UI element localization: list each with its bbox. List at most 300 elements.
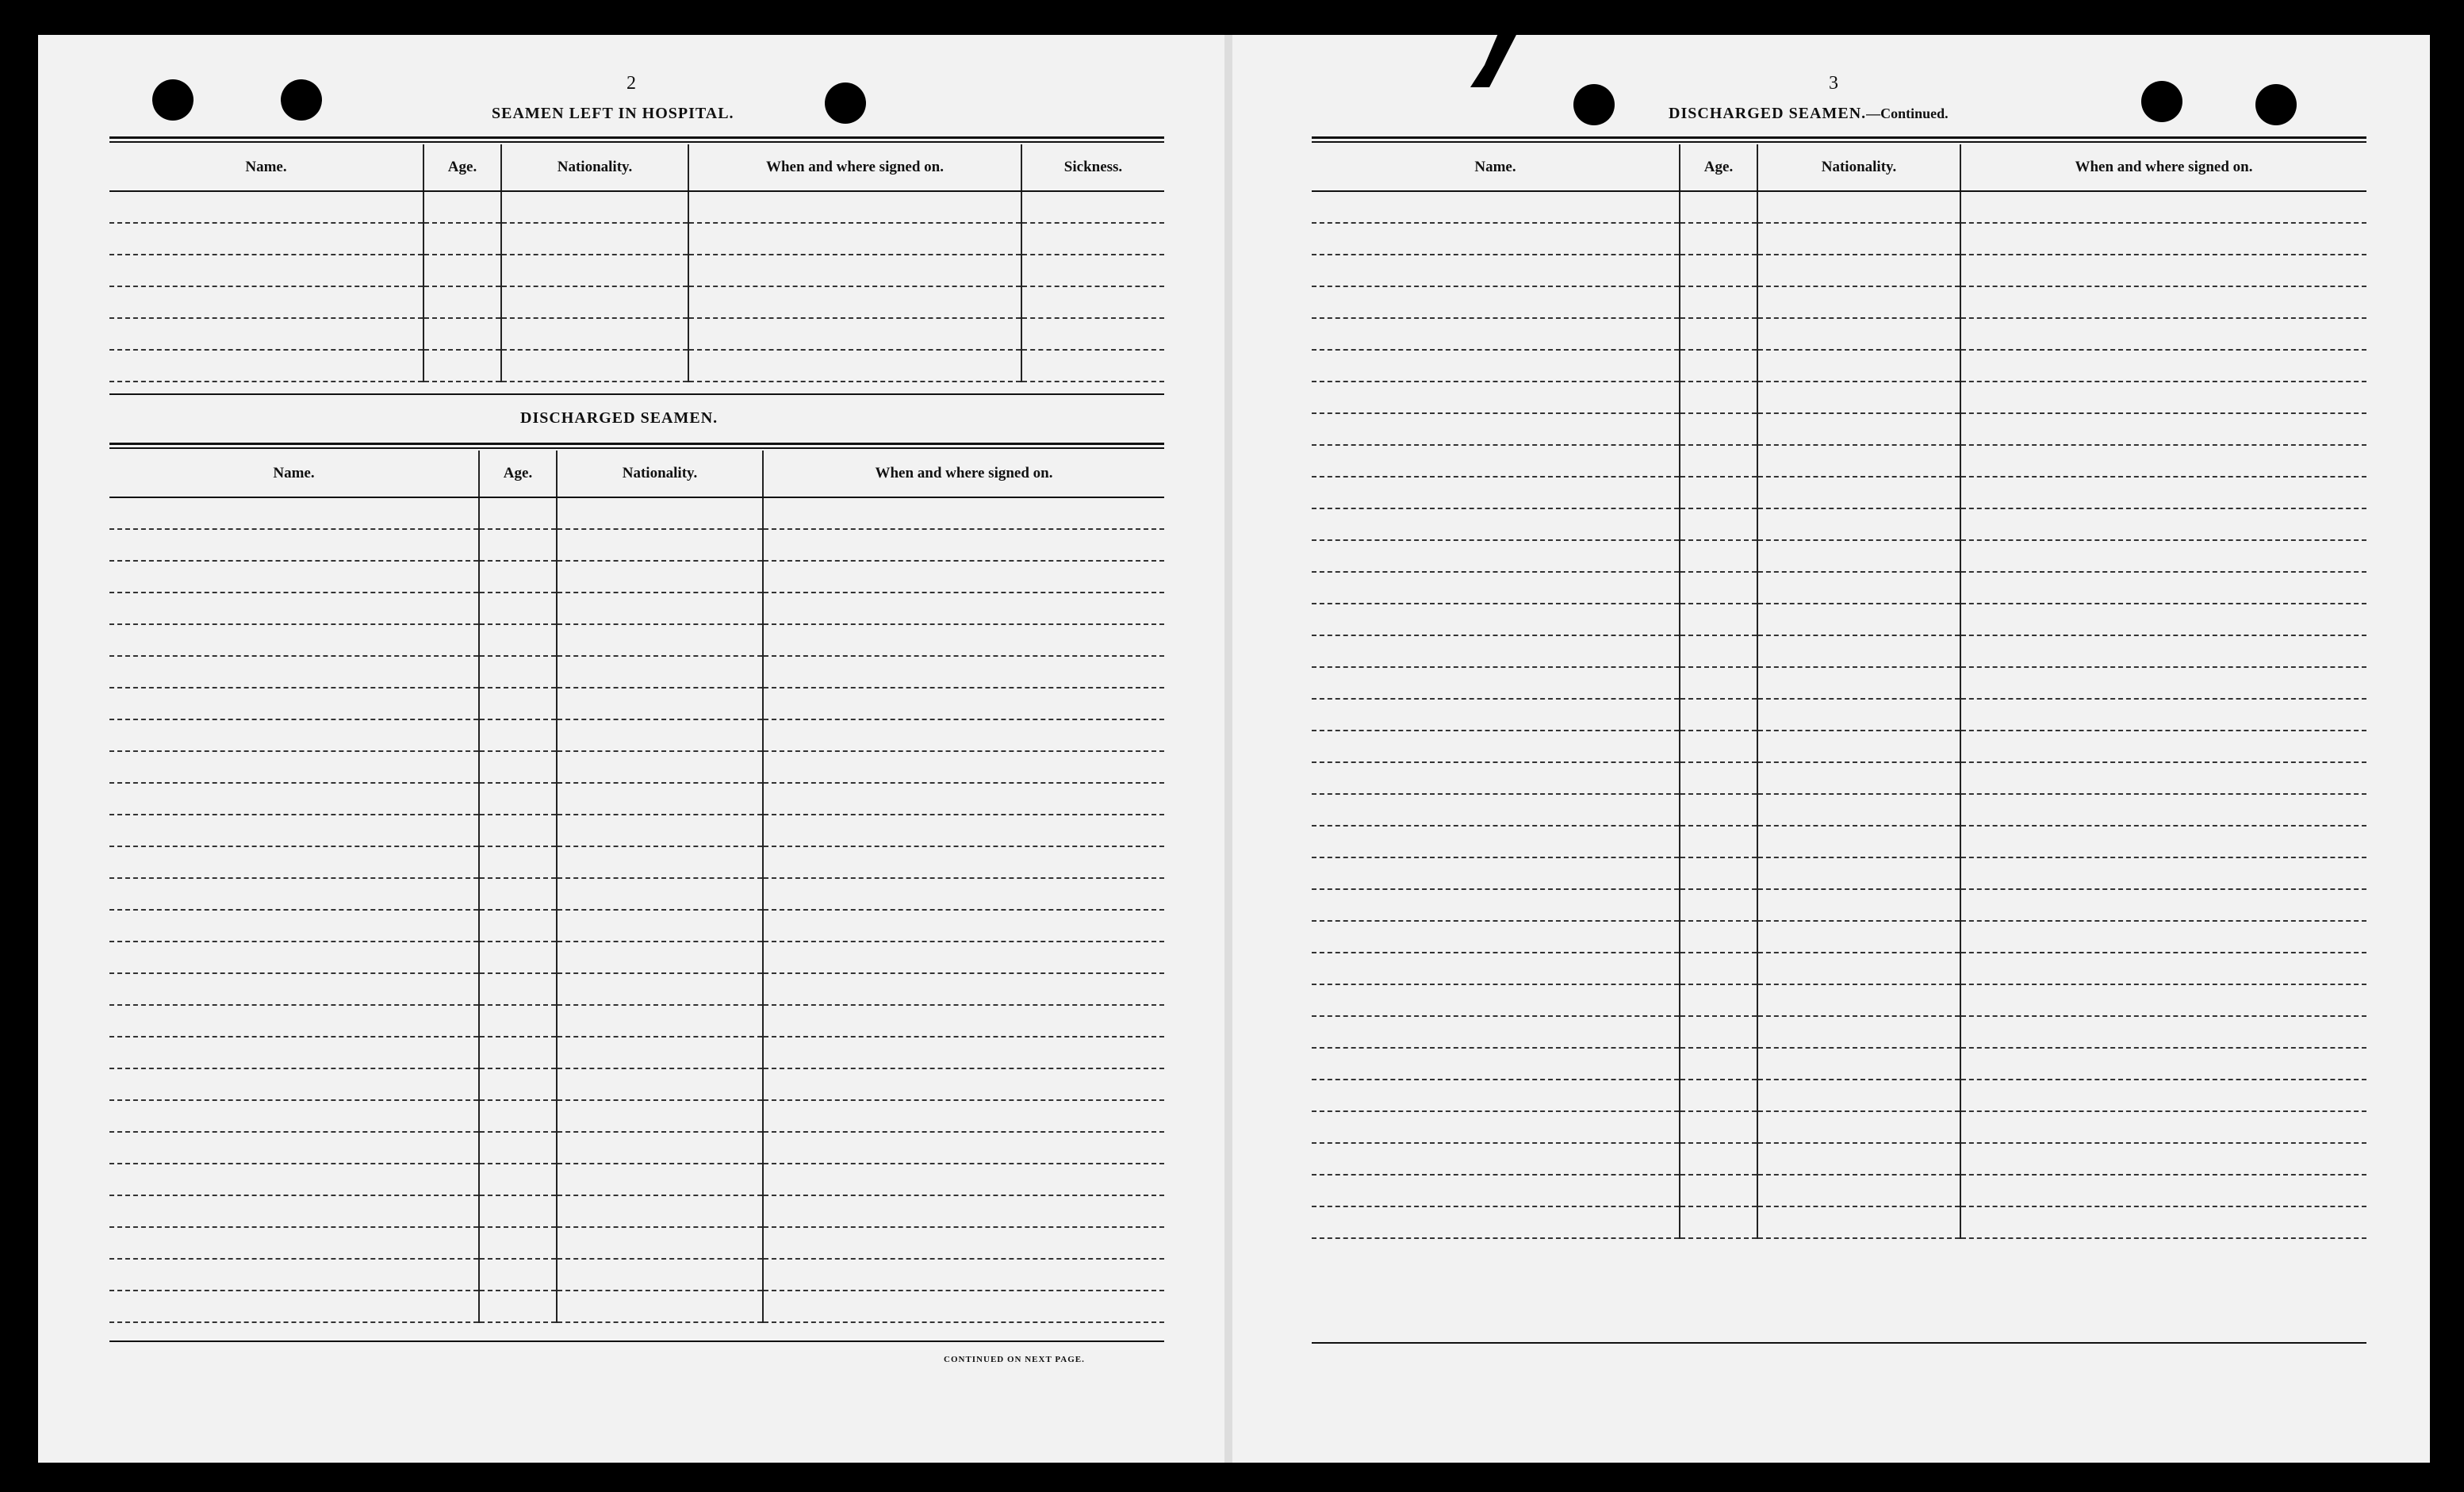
- table-row: [109, 1005, 1164, 1037]
- table-cell: [1680, 1016, 1757, 1048]
- table-cell: [1680, 889, 1757, 921]
- table-row: [1312, 572, 2366, 604]
- table-cell: [557, 688, 763, 719]
- table-row: [1312, 635, 2366, 667]
- table-cell: [109, 1227, 479, 1259]
- table-cell: [479, 624, 557, 656]
- table-cell: [557, 910, 763, 942]
- table-cell: [109, 497, 479, 529]
- table-row: [1312, 1143, 2366, 1175]
- right-header-row: [1312, 144, 2366, 191]
- table-cell: [1757, 1111, 1960, 1143]
- table-row: [109, 1068, 1164, 1100]
- table-cell: [1960, 445, 2366, 477]
- table-cell: [109, 1164, 479, 1195]
- table-cell: [1757, 382, 1960, 413]
- table-row: [1312, 984, 2366, 1016]
- table-cell: [479, 1291, 557, 1322]
- table-cell: [557, 561, 763, 593]
- table-cell: [1312, 731, 1680, 762]
- table-cell: [1960, 382, 2366, 413]
- table-cell: [109, 1068, 479, 1100]
- table-cell: [763, 910, 1164, 942]
- table-cell: [1960, 1111, 2366, 1143]
- table-row: [1312, 731, 2366, 762]
- table-row: [109, 255, 1164, 286]
- table-cell: [479, 751, 557, 783]
- table-cell: [1312, 1048, 1680, 1080]
- table-cell: [1312, 1206, 1680, 1238]
- table-cell: [1757, 635, 1960, 667]
- table-cell: [1680, 445, 1757, 477]
- table-cell: [1757, 1016, 1960, 1048]
- table-cell: [423, 255, 501, 286]
- table-row: [1312, 826, 2366, 857]
- table-cell: [423, 318, 501, 350]
- table-cell: [1960, 699, 2366, 731]
- table-cell: [1680, 984, 1757, 1016]
- table-cell: [109, 719, 479, 751]
- table-cell: [1312, 699, 1680, 731]
- table-cell: [479, 783, 557, 815]
- section-rule: [109, 393, 1164, 395]
- title-main: DISCHARGED SEAMEN.: [1669, 105, 1867, 122]
- table-row: [109, 846, 1164, 878]
- table-cell: [1312, 540, 1680, 572]
- table-cell: [557, 751, 763, 783]
- table-cell: [1312, 1080, 1680, 1111]
- table-cell: [109, 973, 479, 1005]
- table-cell: [1960, 477, 2366, 508]
- table-cell: [557, 1291, 763, 1322]
- table-cell: [1757, 921, 1960, 953]
- table-cell: [557, 593, 763, 624]
- table-cell: [479, 1005, 557, 1037]
- table-cell: [479, 1195, 557, 1227]
- table-cell: [1312, 350, 1680, 382]
- table-row: [1312, 382, 2366, 413]
- table-cell: [1757, 255, 1960, 286]
- table-cell: [557, 656, 763, 688]
- table-cell: [1757, 826, 1960, 857]
- table-cell: [109, 1291, 479, 1322]
- table-cell: [1960, 857, 2366, 889]
- table-row: [109, 815, 1164, 846]
- table-cell: [763, 751, 1164, 783]
- table-cell: [1312, 1175, 1680, 1206]
- table-cell: [1757, 731, 1960, 762]
- discharged-table: [109, 451, 1164, 1323]
- table-row: [1312, 445, 2366, 477]
- column-header-age: Age.: [1680, 144, 1757, 191]
- table-cell: [1960, 1016, 2366, 1048]
- table-cell: [1960, 635, 2366, 667]
- table-cell: [1021, 318, 1164, 350]
- table-cell: [557, 942, 763, 973]
- table-cell: [557, 783, 763, 815]
- top-rule-thin: [1312, 141, 2366, 143]
- table-cell: [688, 223, 1021, 255]
- discharged-section-title: DISCHARGED SEAMEN.: [520, 409, 719, 427]
- table-cell: [109, 1005, 479, 1037]
- page-number: 2: [627, 73, 636, 94]
- table-cell: [557, 1227, 763, 1259]
- hospital-header-row: [109, 144, 1164, 191]
- table-row: [1312, 318, 2366, 350]
- table-cell: [1021, 255, 1164, 286]
- table-cell: [1960, 191, 2366, 223]
- table-cell: [479, 656, 557, 688]
- table-cell: [1680, 762, 1757, 794]
- page-number: 3: [1829, 73, 1838, 94]
- table-cell: [109, 1132, 479, 1164]
- table-row: [109, 1037, 1164, 1068]
- table-cell: [557, 1005, 763, 1037]
- punch-hole: [825, 82, 866, 124]
- table-cell: [763, 1164, 1164, 1195]
- table-row: [109, 1291, 1164, 1322]
- table-cell: [688, 318, 1021, 350]
- table-cell: [1757, 699, 1960, 731]
- table-cell: [1680, 794, 1757, 826]
- table-cell: [557, 1259, 763, 1291]
- discharged-continued-table: [1312, 144, 2366, 1239]
- table-cell: [1680, 540, 1757, 572]
- hospital-section-title: SEAMEN LEFT IN HOSPITAL.: [492, 105, 734, 122]
- table-cell: [557, 878, 763, 910]
- table-cell: [1312, 191, 1680, 223]
- table-cell: [557, 719, 763, 751]
- table-cell: [1680, 731, 1757, 762]
- table-cell: [423, 223, 501, 255]
- table-cell: [1960, 540, 2366, 572]
- table-cell: [1757, 1143, 1960, 1175]
- table-cell: [1680, 477, 1757, 508]
- table-cell: [1680, 1111, 1757, 1143]
- table-cell: [1680, 350, 1757, 382]
- table-cell: [1960, 921, 2366, 953]
- table-cell: [1312, 635, 1680, 667]
- table-cell: [1757, 857, 1960, 889]
- table-cell: [557, 497, 763, 529]
- table-cell: [557, 624, 763, 656]
- table-row: [109, 191, 1164, 223]
- table-row: [109, 497, 1164, 529]
- table-cell: [1960, 350, 2366, 382]
- table-cell: [1960, 604, 2366, 635]
- table-cell: [1312, 572, 1680, 604]
- hospital-table: [109, 144, 1164, 382]
- punch-hole: [2141, 81, 2182, 122]
- table-cell: [479, 910, 557, 942]
- table-cell: [501, 318, 688, 350]
- table-cell: [1757, 413, 1960, 445]
- table-cell: [763, 1259, 1164, 1291]
- table-cell: [1960, 1080, 2366, 1111]
- table-cell: [763, 1005, 1164, 1037]
- column-header-nationality: Nationality.: [501, 144, 688, 191]
- table-cell: [1680, 1143, 1757, 1175]
- table-cell: [1960, 1206, 2366, 1238]
- table-cell: [1680, 604, 1757, 635]
- table-cell: [1757, 223, 1960, 255]
- table-cell: [501, 350, 688, 382]
- column-header-signed-on: When and where signed on.: [1960, 144, 2366, 191]
- table-row: [1312, 191, 2366, 223]
- table-cell: [1680, 667, 1757, 699]
- table-row: [109, 688, 1164, 719]
- table-cell: [763, 1100, 1164, 1132]
- table-cell: [1312, 889, 1680, 921]
- table-cell: [109, 942, 479, 973]
- table-cell: [1960, 1143, 2366, 1175]
- table-cell: [1312, 794, 1680, 826]
- table-cell: [1960, 318, 2366, 350]
- table-cell: [423, 286, 501, 318]
- table-cell: [1680, 1048, 1757, 1080]
- table-row: [109, 593, 1164, 624]
- table-row: [109, 561, 1164, 593]
- table-row: [109, 624, 1164, 656]
- table-cell: [763, 656, 1164, 688]
- table-row: [109, 783, 1164, 815]
- table-row: [1312, 857, 2366, 889]
- table-cell: [763, 1068, 1164, 1100]
- table-cell: [1757, 191, 1960, 223]
- table-row: [1312, 1016, 2366, 1048]
- table-cell: [1960, 794, 2366, 826]
- column-header-nationality: Nationality.: [557, 451, 763, 497]
- table-cell: [109, 350, 423, 382]
- table-cell: [1960, 413, 2366, 445]
- table-cell: [1312, 953, 1680, 984]
- top-rule: [109, 136, 1164, 139]
- table-cell: [109, 1037, 479, 1068]
- continued-note: CONTINUED ON NEXT PAGE.: [944, 1355, 1085, 1364]
- table-cell: [109, 286, 423, 318]
- table-cell: [1757, 445, 1960, 477]
- table-cell: [109, 688, 479, 719]
- table-cell: [1680, 953, 1757, 984]
- page-gutter: [1224, 35, 1232, 1463]
- table-cell: [109, 1259, 479, 1291]
- table-cell: [109, 318, 423, 350]
- table-row: [109, 286, 1164, 318]
- table-row: [109, 656, 1164, 688]
- table-row: [109, 1227, 1164, 1259]
- table-cell: [557, 1164, 763, 1195]
- table-cell: [1680, 699, 1757, 731]
- table-cell: [1757, 350, 1960, 382]
- table-cell: [763, 1037, 1164, 1068]
- table-cell: [1960, 223, 2366, 255]
- table-cell: [1021, 350, 1164, 382]
- table-cell: [557, 1195, 763, 1227]
- table-row: [1312, 286, 2366, 318]
- table-cell: [109, 910, 479, 942]
- table-cell: [1757, 477, 1960, 508]
- table-row: [109, 1195, 1164, 1227]
- table-cell: [763, 783, 1164, 815]
- table-cell: [1757, 794, 1960, 826]
- column-header-age: Age.: [479, 451, 557, 497]
- table-cell: [1757, 318, 1960, 350]
- punch-hole: [2255, 84, 2297, 125]
- table-cell: [109, 561, 479, 593]
- table-cell: [557, 1037, 763, 1068]
- table-cell: [1312, 413, 1680, 445]
- table-row: [109, 751, 1164, 783]
- table-cell: [109, 255, 423, 286]
- table-cell: [1680, 191, 1757, 223]
- punch-hole: [152, 79, 194, 121]
- table-cell: [1680, 382, 1757, 413]
- left-page: [38, 35, 1224, 1463]
- table-cell: [109, 815, 479, 846]
- table-row: [1312, 255, 2366, 286]
- top-rule: [1312, 136, 2366, 139]
- table-cell: [1757, 508, 1960, 540]
- table-cell: [763, 497, 1164, 529]
- table-cell: [1021, 223, 1164, 255]
- table-row: [109, 318, 1164, 350]
- table-cell: [1680, 223, 1757, 255]
- table-cell: [1680, 286, 1757, 318]
- table-cell: [1757, 286, 1960, 318]
- table-cell: [763, 1132, 1164, 1164]
- table-cell: [688, 350, 1021, 382]
- table-row: [109, 878, 1164, 910]
- table-cell: [109, 846, 479, 878]
- table-cell: [1312, 1143, 1680, 1175]
- table-cell: [763, 1195, 1164, 1227]
- table-cell: [1021, 191, 1164, 223]
- table-cell: [763, 688, 1164, 719]
- table-cell: [688, 286, 1021, 318]
- table-cell: [763, 561, 1164, 593]
- table-cell: [763, 846, 1164, 878]
- table-row: [109, 719, 1164, 751]
- top-rule-thin: [109, 141, 1164, 143]
- table-row: [109, 350, 1164, 382]
- table-cell: [1312, 318, 1680, 350]
- table-row: [109, 1100, 1164, 1132]
- table-cell: [479, 529, 557, 561]
- table-cell: [1312, 1111, 1680, 1143]
- table-cell: [479, 1068, 557, 1100]
- table-cell: [1680, 826, 1757, 857]
- section-rule-thin: [109, 447, 1164, 449]
- table-cell: [501, 191, 688, 223]
- table-cell: [1021, 286, 1164, 318]
- table-cell: [1312, 255, 1680, 286]
- table-row: [1312, 953, 2366, 984]
- table-cell: [1680, 1175, 1757, 1206]
- table-row: [1312, 794, 2366, 826]
- table-row: [1312, 921, 2366, 953]
- table-cell: [1757, 762, 1960, 794]
- table-row: [109, 1259, 1164, 1291]
- table-row: [109, 910, 1164, 942]
- table-cell: [1680, 572, 1757, 604]
- table-cell: [1960, 1175, 2366, 1206]
- table-row: [1312, 1206, 2366, 1238]
- table-cell: [1960, 984, 2366, 1016]
- table-row: [109, 1164, 1164, 1195]
- table-cell: [109, 878, 479, 910]
- table-cell: [1757, 604, 1960, 635]
- table-cell: [1312, 223, 1680, 255]
- table-cell: [109, 191, 423, 223]
- table-cell: [1680, 1206, 1757, 1238]
- table-cell: [479, 719, 557, 751]
- table-cell: [1757, 1048, 1960, 1080]
- table-row: [109, 529, 1164, 561]
- table-cell: [1757, 1080, 1960, 1111]
- table-cell: [557, 1100, 763, 1132]
- table-cell: [688, 255, 1021, 286]
- table-cell: [1960, 508, 2366, 540]
- table-cell: [1680, 508, 1757, 540]
- right-page: [1232, 35, 2430, 1463]
- table-cell: [1680, 921, 1757, 953]
- table-cell: [479, 561, 557, 593]
- table-cell: [763, 973, 1164, 1005]
- table-cell: [109, 529, 479, 561]
- table-row: [1312, 667, 2366, 699]
- table-cell: [479, 688, 557, 719]
- table-row: [1312, 1175, 2366, 1206]
- table-cell: [1757, 953, 1960, 984]
- table-cell: [501, 223, 688, 255]
- table-row: [1312, 1111, 2366, 1143]
- table-cell: [1960, 762, 2366, 794]
- table-cell: [1960, 572, 2366, 604]
- table-row: [109, 942, 1164, 973]
- table-cell: [1960, 667, 2366, 699]
- table-cell: [1757, 667, 1960, 699]
- table-row: [1312, 889, 2366, 921]
- table-cell: [109, 624, 479, 656]
- title-continued: —Continued.: [1866, 105, 1949, 121]
- table-cell: [1757, 1175, 1960, 1206]
- table-row: [1312, 699, 2366, 731]
- table-cell: [763, 942, 1164, 973]
- table-cell: [557, 815, 763, 846]
- table-cell: [1960, 731, 2366, 762]
- discharged-continued-title: [1669, 105, 1949, 123]
- table-cell: [109, 1195, 479, 1227]
- table-cell: [1680, 413, 1757, 445]
- column-header-sickness: Sickness.: [1021, 144, 1164, 191]
- table-cell: [1757, 1206, 1960, 1238]
- table-cell: [763, 593, 1164, 624]
- table-cell: [1312, 826, 1680, 857]
- table-cell: [763, 1227, 1164, 1259]
- table-cell: [1960, 1048, 2366, 1080]
- table-row: [1312, 762, 2366, 794]
- punch-hole: [281, 79, 322, 121]
- table-cell: [479, 846, 557, 878]
- table-cell: [763, 719, 1164, 751]
- table-cell: [1312, 984, 1680, 1016]
- table-cell: [479, 1037, 557, 1068]
- table-cell: [1680, 857, 1757, 889]
- table-row: [1312, 1048, 2366, 1080]
- table-cell: [1960, 953, 2366, 984]
- table-cell: [763, 1291, 1164, 1322]
- bottom-rule: [1312, 1342, 2366, 1344]
